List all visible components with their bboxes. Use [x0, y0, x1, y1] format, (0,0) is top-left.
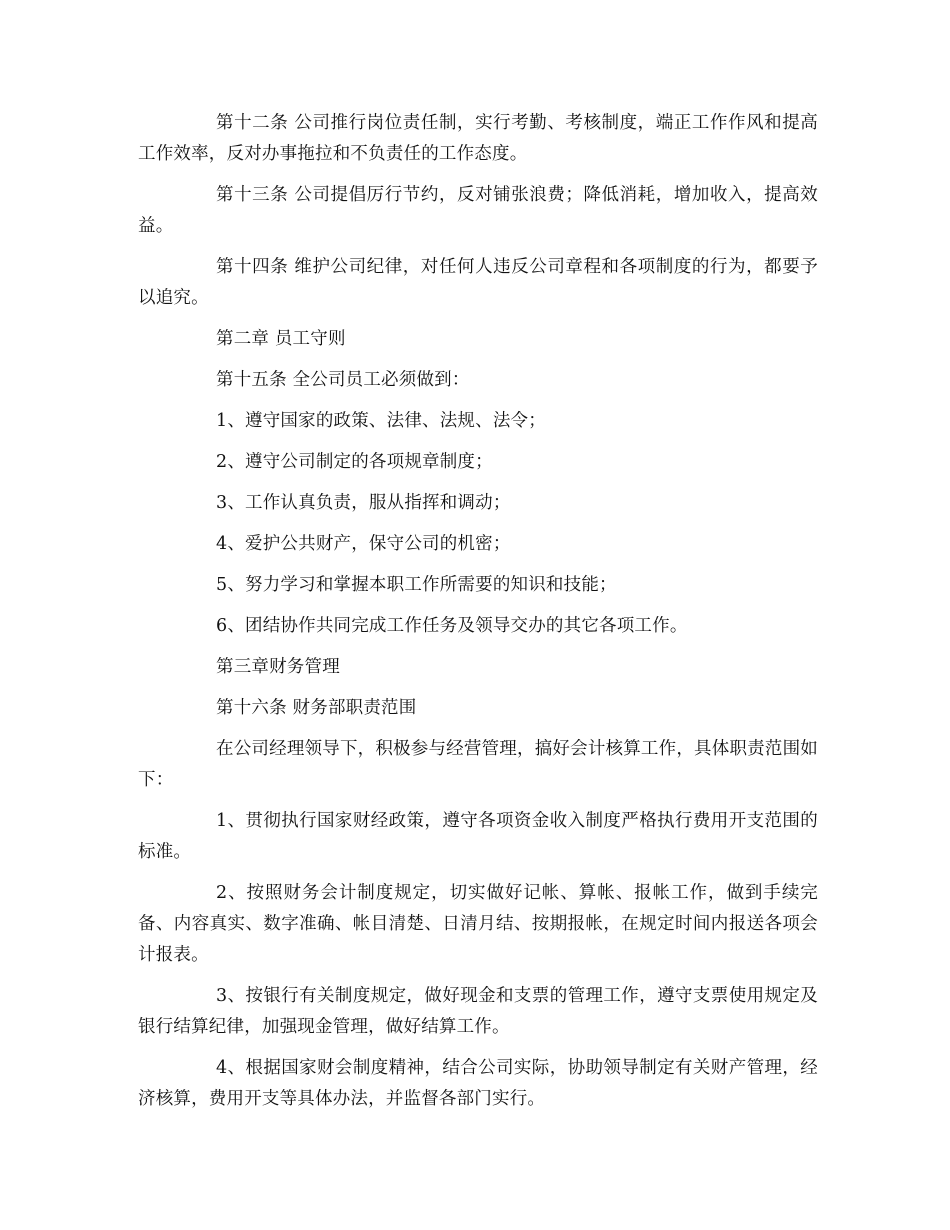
finance-intro-paragraph: 在公司经理领导下，积极参与经营管理，搞好会计核算工作，具体职责范围如下： — [138, 739, 818, 790]
article-16-paragraph: 第十六条 财务部职责范围 — [216, 698, 417, 718]
article-14-paragraph: 第十四条 维护公司纪律，对任何人违反公司章程和各项制度的行为，都要予以追究。 — [138, 257, 818, 308]
finance-duty-1: 1、贯彻执行国家财经政策，遵守各项资金收入制度严格执行费用开支范围的标准。 — [138, 811, 818, 862]
document-body — [138, 108, 818, 1125]
chapter-3-heading: 第三章财务管理 — [216, 657, 340, 677]
finance-duty-4: 4、根据国家财会制度精神，结合公司实际，协助领导制定有关财产管理，经济核算，费用开支等具体办法，并监督各部门实行。 — [138, 1058, 818, 1109]
finance-duty-3: 3、按银行有关制度规定，做好现金和支票的管理工作，遵守支票使用规定及银行结算纪律，加强现金管理，做好结算工作。 — [138, 986, 818, 1037]
rule-item-3: 3、工作认真负责，服从指挥和调动； — [216, 493, 511, 513]
article-15-paragraph: 第十五条 全公司员工必须做到： — [216, 370, 470, 390]
rule-item-6: 6、团结协作共同完成工作任务及领导交办的其它各项工作。 — [216, 616, 688, 636]
article-12-paragraph: 第十二条 公司推行岗位责任制，实行考勤、考核制度，端正工作作风和提高工作效率，反对办事拖拉和不负责任的工作态度。 — [138, 113, 818, 164]
chapter-2-heading: 第二章 员工守则 — [216, 329, 346, 349]
rule-item-4: 4、爱护公共财产，保守公司的机密； — [216, 534, 511, 554]
finance-duty-2: 2、按照财务会计制度规定，切实做好记帐、算帐、报帐工作，做到手续完备、内容真实、数字准确、帐目清楚、日清月结、按期报帐，在规定时间内报送各项会计报表。 — [138, 883, 818, 965]
rule-item-1: 1、遵守国家的政策、法律、法规、法令； — [216, 411, 546, 431]
rule-item-5: 5、努力学习和掌握本职工作所需要的知识和技能； — [216, 575, 617, 595]
rule-item-2: 2、遵守公司制定的各项规章制度； — [216, 452, 493, 472]
article-13-paragraph: 第十三条 公司提倡厉行节约，反对铺张浪费；降低消耗，增加收入，提高效益。 — [138, 185, 818, 236]
